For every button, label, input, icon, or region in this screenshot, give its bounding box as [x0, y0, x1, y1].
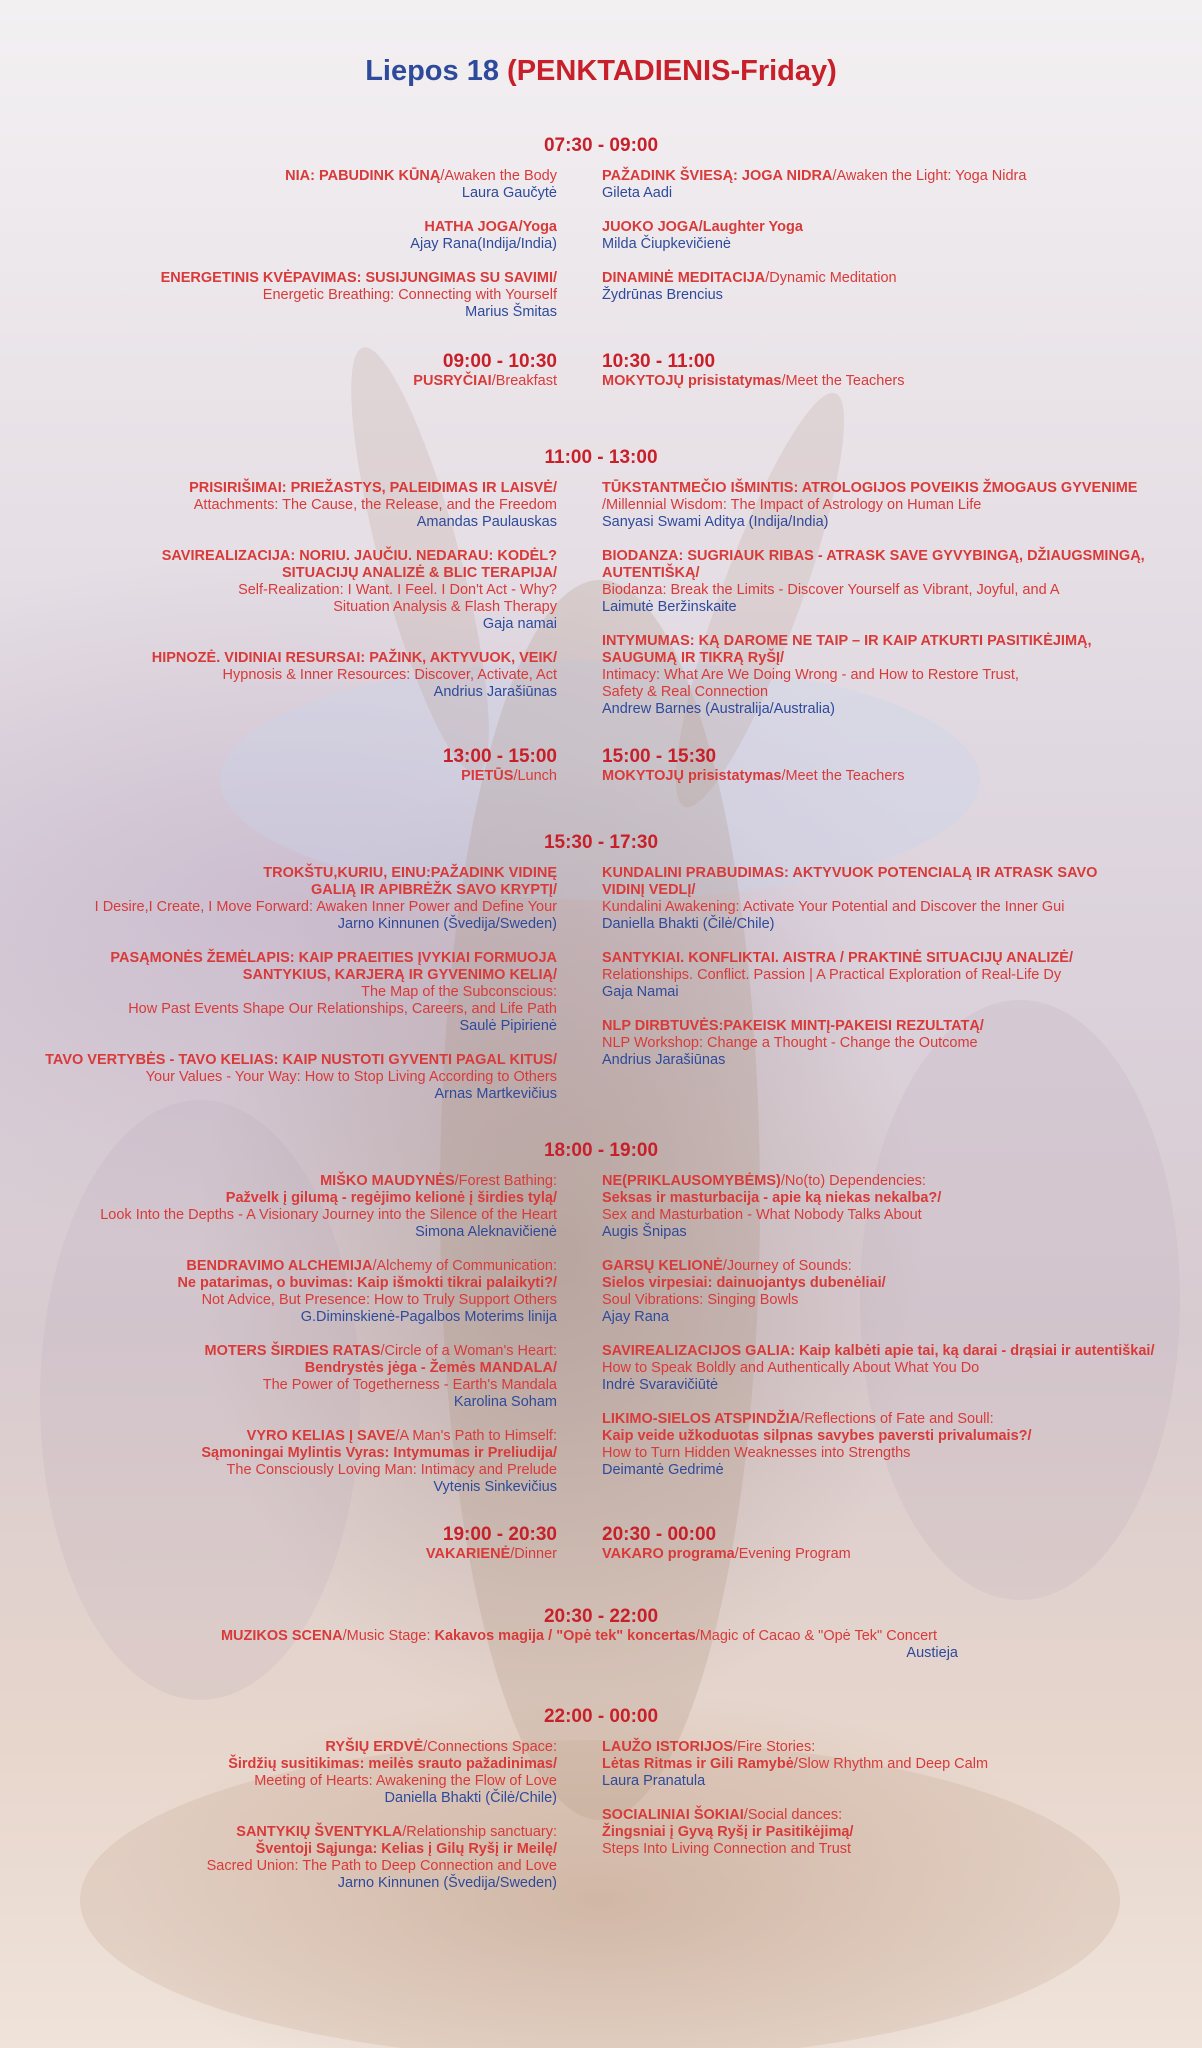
session-title: GARSŲ KELIONĖ — [602, 1258, 723, 1274]
teacher-name: Ajay Rana(Indija/India) — [410, 236, 557, 252]
session-subtitle: Intimacy: What Are We Doing Wrong - and How to Restore Trust, — [602, 667, 1019, 683]
session-title-en: /Connections Space: — [423, 1739, 557, 1755]
session-title-en: /Dynamic Meditation — [765, 270, 897, 286]
teacher-name: Gaja namai — [482, 616, 557, 632]
session-column-left — [45, 865, 557, 1120]
session-title: HIPNOZĖ. VIDINIAI RESURSAI: PAŽINK, AKTYVUOK, VEIK/ — [151, 650, 557, 666]
teacher-name: Daniella Bhakti (Čilė/Chile) — [602, 916, 775, 932]
break-time: 09:00 - 10:30 — [442, 351, 557, 372]
session-title: SANTYKIUS, KARJERĄ IR GYVENIMO KELIĄ/ — [242, 967, 557, 983]
time-slot-heading: 18:00 - 19:00 — [543, 1140, 659, 1161]
time-slot-heading: 15:30 - 17:30 — [543, 832, 659, 853]
session-subtitle: Sex and Masturbation - What Nobody Talks About — [602, 1207, 922, 1223]
session-title: PAŽADINK ŠVIESĄ: JOGA NIDRA — [602, 168, 833, 184]
session-item — [602, 865, 1097, 933]
session-item — [161, 270, 557, 321]
break-title-en: /Breakfast — [491, 373, 557, 389]
break-title-en: /Meet the Teachers — [781, 768, 905, 784]
session-title: AUTENTIŠKĄ/ — [602, 565, 700, 581]
session-title: SANTYKIŲ ŠVENTYKLA — [236, 1824, 403, 1840]
break-right — [602, 746, 905, 785]
session-item — [602, 1173, 1155, 1241]
session-title: Sąmoningai Mylintis Vyras: Intymumas ir Preliudija/ — [201, 1445, 557, 1461]
session-column-right — [602, 480, 1145, 735]
session-subtitle: How to Turn Hidden Weaknesses into Strengths — [602, 1445, 911, 1461]
session-item — [602, 480, 1145, 531]
session-column-right — [602, 1173, 1155, 1496]
session-title-en: /Relationship sanctuary: — [402, 1824, 557, 1840]
session-title: SAVIREALIZACIJA: NORIU. JAUČIU. NEDARAU: KODĖL? — [161, 548, 557, 564]
session-subtitle: Meeting of Hearts: Awakening the Flow of Love — [254, 1773, 557, 1789]
teacher-name: Andrius Jarašiūnas — [433, 684, 557, 700]
teacher-name: Simona Aleknavičienė — [415, 1224, 557, 1240]
session-subtitle: The Map of the Subconscious: — [361, 984, 557, 1000]
session-title: PRISIRIŠIMAI: PRIEŽASTYS, PALEIDIMAS IR LAISVĖ/ — [189, 480, 557, 496]
teacher-name: Daniella Bhakti (Čilė/Chile) — [384, 1790, 557, 1806]
session-item — [602, 950, 1097, 1001]
session-title: LIKIMO-SIELOS ATSPINDŽIA — [602, 1411, 801, 1427]
session-title: Bendrystės jėga - Žemės MANDALA/ — [304, 1360, 557, 1376]
session-item — [602, 270, 1026, 304]
break-title-en: /Meet the Teachers — [781, 373, 905, 389]
session-column-left — [100, 1173, 557, 1513]
teacher-name: Žydrūnas Brencius — [602, 287, 723, 303]
teacher-name: Vytenis Sinkevičius — [433, 1479, 557, 1495]
session-item — [152, 650, 557, 701]
title-date: Liepos 18 — [365, 55, 499, 87]
session-subtitle: Biodanza: Break the Limits - Discover Yourself as Vibrant, Joyful, and A — [602, 582, 1060, 598]
session-title: SOCIALINIAI ŠOKIAI — [602, 1807, 744, 1823]
session-item — [602, 219, 1026, 253]
session-title: RYŠIŲ ERDVĖ — [325, 1739, 424, 1755]
time-slot-heading: 20:30 - 22:00 — [543, 1606, 659, 1627]
session-item — [602, 1807, 988, 1858]
session-title-en: /Fire Stories: — [733, 1739, 816, 1755]
teacher-name: Jarno Kinnunen (Švedija/Sweden) — [337, 1875, 557, 1891]
session-subtitle: Steps Into Living Connection and Trust — [602, 1841, 852, 1857]
session-subtitle: Soul Vibrations: Singing Bowls — [602, 1292, 799, 1308]
session-item — [45, 950, 557, 1035]
page-title — [0, 54, 1202, 88]
session-subtitle: NLP Workshop: Change a Thought - Change the Outcome — [602, 1035, 978, 1051]
session-title-en: /Magic of Cacao & "Opė Tek" Concert — [695, 1628, 938, 1644]
session-subtitle: Kundalini Awakening: Activate Your Potential and Discover the Inner Gui — [602, 899, 1065, 915]
session-title-en: /Awaken the Light: Yoga Nidra — [832, 168, 1027, 184]
session-title: NIA: PABUDINK KŪNĄ — [285, 168, 441, 184]
session-column-left — [161, 168, 557, 338]
break-right — [602, 1524, 851, 1563]
session-item — [152, 548, 557, 633]
break-left — [443, 746, 557, 785]
break-title-en: /Evening Program — [734, 1546, 851, 1562]
session-item — [602, 548, 1145, 616]
session-subtitle: /Millennial Wisdom: The Impact of Astrology on Human Life — [602, 497, 982, 513]
session-title-en: /Slow Rhythm and Deep Calm — [793, 1756, 989, 1772]
session-title: GALIĄ IR APIBRĖŽK SAVO KRYPTĮ/ — [311, 882, 557, 898]
session-title: HATHA JOGA/Yoga — [424, 219, 557, 235]
session-title: Lėtas Ritmas ir Gili Ramybė — [602, 1756, 794, 1772]
session-title-en: /Awaken the Body — [440, 168, 557, 184]
time-slot-heading: 11:00 - 13:00 — [544, 447, 658, 468]
session-title: LAUŽO ISTORIJOS — [602, 1739, 734, 1755]
teacher-name: Karolina Soham — [453, 1394, 557, 1410]
session-title: Pažvelk į gilumą - regėjimo kelionė į širdies tylą/ — [225, 1190, 557, 1206]
session-subtitle: I Desire,I Create, I Move Forward: Awaken Inner Power and Define Your — [94, 899, 557, 915]
session-title: BENDRAVIMO ALCHEMIJA — [186, 1258, 373, 1274]
teacher-name: Deimantė Gedrimė — [602, 1462, 724, 1478]
session-column-right — [602, 168, 1026, 321]
break-right — [602, 351, 905, 390]
break-title: MOKYTOJŲ prisistatymas — [602, 373, 782, 389]
session-column-right — [602, 865, 1097, 1086]
session-title-en: /Music Stage: — [342, 1628, 435, 1644]
session-subtitle: Situation Analysis & Flash Therapy — [333, 599, 557, 615]
session-title: INTYMUMAS: KĄ DAROME NE TAIP – IR KAIP ATKURTI PASITIKĖJIMĄ, — [602, 633, 1092, 649]
session-item — [45, 1052, 557, 1103]
session-title-en: /A Man's Path to Himself: — [395, 1428, 557, 1444]
session-title: PASĄMONĖS ŽEMĖLAPIS: KAIP PRAEITIES ĮVYKIAI FORMUOJA — [110, 950, 557, 966]
session-title: Šventoji Sąjunga: Kelias į Gilų Ryšį ir Meilę/ — [255, 1841, 557, 1857]
teacher-name: Marius Šmitas — [465, 304, 557, 320]
session-item — [602, 1018, 1097, 1069]
session-subtitle: Look Into the Depths - A Visionary Journey into the Silence of the Heart — [100, 1207, 557, 1223]
break-time: 10:30 - 11:00 — [602, 351, 716, 372]
session-item — [602, 168, 1026, 202]
teacher-name: Andrius Jarašiūnas — [602, 1052, 726, 1068]
session-item — [602, 1343, 1155, 1394]
session-item — [100, 1258, 557, 1326]
break-title: MOKYTOJŲ prisistatymas — [602, 768, 782, 784]
break-title: VAKARIENĖ — [425, 1546, 511, 1562]
session-subtitle: Safety & Real Connection — [602, 684, 769, 700]
break-time: 15:00 - 15:30 — [602, 746, 717, 767]
break-title: VAKARO programa — [602, 1546, 735, 1562]
session-item — [161, 219, 557, 253]
session-title-en: /Alchemy of Communication: — [372, 1258, 557, 1274]
session-column-right — [602, 1739, 988, 1875]
teacher-name: Laimutė Beržinskaite — [602, 599, 737, 615]
session-title: SITUACIJŲ ANALIZĖ & BLIC TERAPIJA/ — [282, 565, 557, 581]
session-subtitle: Self-Realization: I Want. I Feel. I Don't Act - Why? — [238, 582, 557, 598]
session-title: VYRO KELIAS Į SAVE — [246, 1428, 396, 1444]
time-slot-heading: 07:30 - 09:00 — [543, 135, 659, 156]
session-item — [152, 480, 557, 531]
session-title: Sielos virpesiai: dainuojantys dubenėliai/ — [602, 1275, 886, 1291]
session-title: NLP DIRBTUVĖS:PAKEISK MINTĮ-PAKEISI REZULTATĄ/ — [602, 1018, 984, 1034]
session-subtitle: Energetic Breathing: Connecting with Yourself — [262, 287, 557, 303]
session-column-left — [207, 1739, 557, 1909]
break-time: 13:00 - 15:00 — [442, 746, 557, 767]
session-subtitle: Hypnosis & Inner Resources: Discover, Activate, Act — [222, 667, 557, 683]
break-time: 20:30 - 00:00 — [602, 1524, 717, 1545]
session-subtitle: Attachments: The Cause, the Release, and the Freedom — [193, 497, 557, 513]
session-title: TŪKSTANTMEČIO IŠMINTIS: ATROLOGIJOS POVEIKIS ŽMOGAUS GYVENIME — [602, 480, 1138, 496]
session-title: ENERGETINIS KVĖPAVIMAS: SUSIJUNGIMAS SU SAVIMI/ — [160, 270, 557, 286]
session-item — [207, 1739, 557, 1807]
break-left — [413, 351, 557, 390]
teacher-name: Saulė Pipirienė — [459, 1018, 557, 1034]
session-item — [207, 1824, 557, 1892]
session-subtitle: The Power of Togetherness - Earth's Mandala — [262, 1377, 557, 1393]
session-subtitle: Sacred Union: The Path to Deep Connection and Love — [206, 1858, 557, 1874]
session-subtitle: Relationships. Conflict. Passion | A Practical Exploration of Real-Life Dy — [602, 967, 1062, 983]
teacher-name: Milda Čiupkevičienė — [602, 236, 731, 252]
session-item — [100, 1428, 557, 1496]
break-time: 19:00 - 20:30 — [442, 1524, 557, 1545]
session-title: SAUGUMĄ IR TIKRĄ RyŠĮ/ — [602, 650, 785, 666]
session-title: SANTYKIAI. KONFLIKTAI. AISTRA / PRAKTINĖ SITUACIJŲ ANALIZĖ/ — [602, 950, 1073, 966]
break-title-en: /Dinner — [510, 1546, 557, 1562]
break-title: PUSRYČIAI — [413, 373, 492, 389]
session-subtitle: The Consciously Loving Man: Intimacy and Prelude — [226, 1462, 557, 1478]
session-item — [100, 1173, 557, 1241]
session-subtitle: Not Advice, But Presence: How to Truly Support Others — [201, 1292, 557, 1308]
session-subtitle: How to Speak Boldly and Authentically About What You Do — [602, 1360, 980, 1376]
teacher-name: Amandas Paulauskas — [416, 514, 557, 530]
session-item — [602, 633, 1145, 718]
session-title: KUNDALINI PRABUDIMAS: AKTYVUOK POTENCIALĄ IR ATRASK SAVO — [602, 865, 1098, 881]
session-title: TROKŠTU,KURIU, EINU:PAŽADINK VIDINĘ — [263, 865, 557, 881]
teacher-name: Augis Šnipas — [602, 1224, 687, 1240]
break-title-en: /Lunch — [513, 768, 557, 784]
session-title-en: /Reflections of Fate and Soull: — [800, 1411, 994, 1427]
session-title: VIDINĮ VEDLĮ/ — [602, 882, 696, 898]
session-title: MUZIKOS SCENA — [220, 1628, 343, 1644]
session-title-en: /Circle of a Woman's Heart: — [380, 1343, 557, 1359]
music-stage-item — [200, 1628, 958, 1662]
teacher-name: Laura Gaučytė — [461, 185, 557, 201]
session-title-en: /Journey of Sounds: — [722, 1258, 852, 1274]
session-title-en: /No(to) Dependencies: — [780, 1173, 926, 1189]
teacher-name: Austieja — [906, 1645, 958, 1661]
teacher-name: Gileta Aadi — [602, 185, 673, 201]
session-title: BIODANZA: SUGRIAUK RIBAS - ATRASK SAVE GYVYBINGĄ, DŽIAUGSMINGĄ, — [602, 548, 1145, 564]
teacher-name: Sanyasi Swami Aditya (Indija/India) — [602, 514, 829, 530]
session-subtitle: How Past Events Shape Our Relationships, Careers, and Life Path — [128, 1001, 557, 1017]
teacher-name: Ajay Rana — [602, 1309, 669, 1325]
break-title: PIETŪS — [461, 768, 514, 784]
time-slot-heading: 22:00 - 00:00 — [543, 1706, 659, 1727]
teacher-name: Andrew Barnes (Australija/Australia) — [602, 701, 835, 717]
session-title: Kakavos magija / "Opė tek" koncertas — [434, 1628, 696, 1644]
session-title: MIŠKO MAUDYNĖS — [320, 1173, 455, 1189]
session-item — [100, 1343, 557, 1411]
title-day: (PENKTADIENIS-Friday) — [507, 55, 837, 87]
session-title: TAVO VERTYBĖS - TAVO KELIAS: KAIP NUSTOTI GYVENTI PAGAL KITUS/ — [45, 1052, 557, 1068]
session-title: MOTERS ŠIRDIES RATAS — [204, 1343, 381, 1359]
session-title: Ne patarimas, o buvimas: Kaip išmokti tikrai palaikyti?/ — [177, 1275, 557, 1291]
session-title: Žingsniai į Gyvą Ryšį ir Pasitikėjimą/ — [602, 1824, 854, 1840]
session-title-en: /Social dances: — [743, 1807, 843, 1823]
teacher-name: G.Diminskienė-Pagalbos Moterims linija — [300, 1309, 557, 1325]
teacher-name: Laura Pranatula — [602, 1773, 706, 1789]
session-title: Širdžių susitikimas: meilės srauto pažadinimas/ — [228, 1756, 557, 1772]
session-item — [602, 1739, 988, 1790]
teacher-name: Jarno Kinnunen (Švedija/Sweden) — [337, 916, 557, 932]
session-title: Kaip veide užkoduotas silpnas savybes paversti privalumais?/ — [602, 1428, 1032, 1444]
session-title: JUOKO JOGA/Laughter Yoga — [602, 219, 803, 235]
session-item — [602, 1411, 1155, 1479]
session-item — [161, 168, 557, 202]
session-title-en: /Forest Bathing: — [454, 1173, 557, 1189]
session-subtitle: Your Values - Your Way: How to Stop Living According to Others — [145, 1069, 557, 1085]
session-title: NE(PRIKLAUSOMYBĖMS) — [602, 1173, 781, 1189]
teacher-name: Arnas Martkevičius — [434, 1086, 557, 1102]
teacher-name: Indrė Svaravičiūtė — [602, 1377, 719, 1393]
session-item — [602, 1258, 1155, 1326]
session-title: Seksas ir masturbacija - apie ką niekas nekalba?/ — [602, 1190, 942, 1206]
session-item — [45, 865, 557, 933]
teacher-name: Gaja Namai — [602, 984, 679, 1000]
session-title: SAVIREALIZACIJOS GALIA: Kaip kalbėti apie tai, ką darai - drąsiai ir autentiškai/ — [602, 1343, 1155, 1359]
session-title: DINAMINĖ MEDITACIJA — [602, 270, 766, 286]
break-left — [426, 1524, 557, 1563]
session-column-left — [152, 480, 557, 718]
